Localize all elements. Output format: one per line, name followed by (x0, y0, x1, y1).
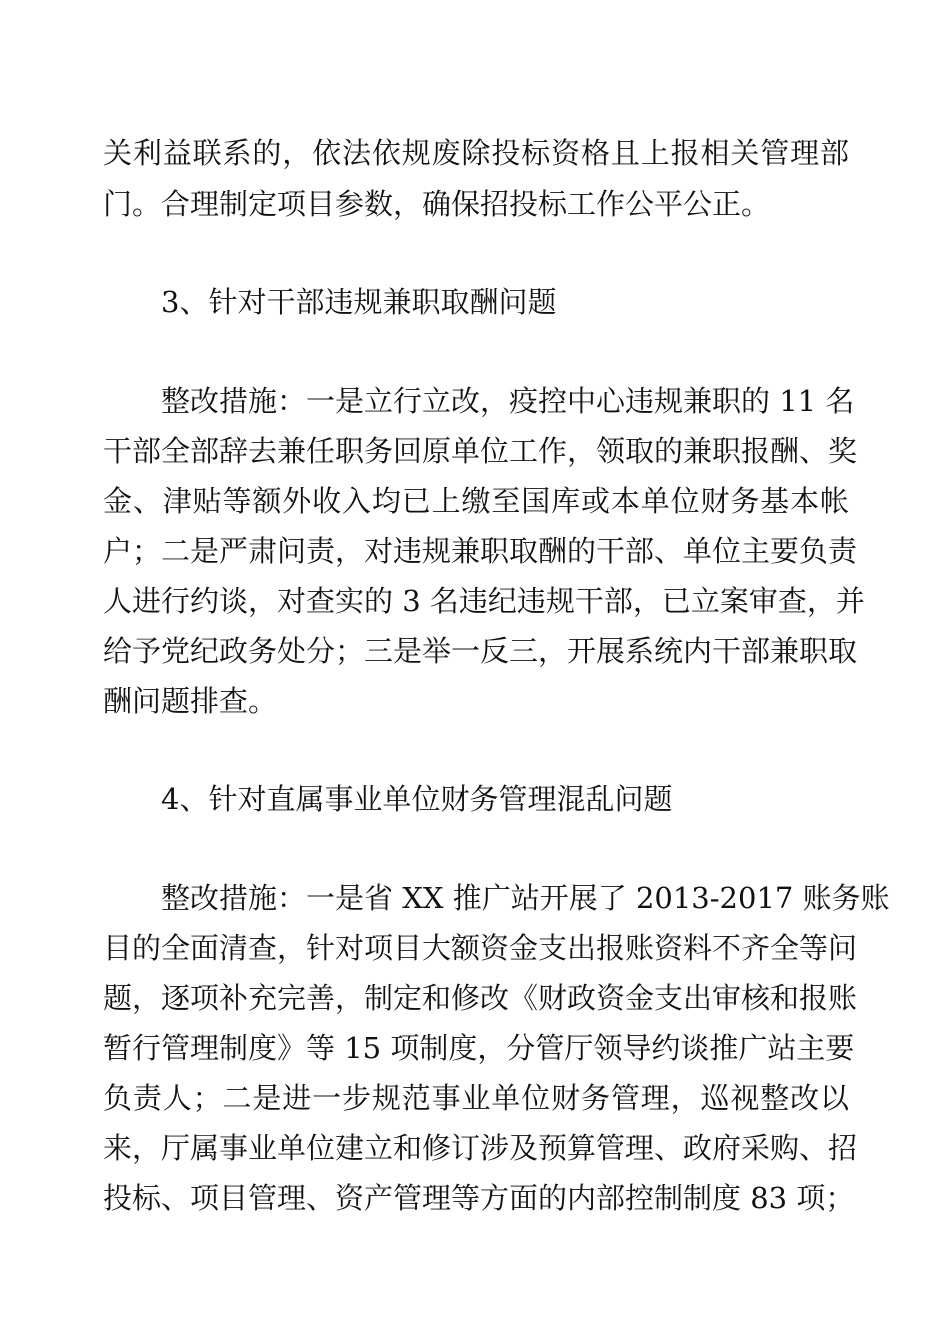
paragraph-line: 干部全部辞去兼任职务回原单位工作，领取的兼职报酬、奖 (103, 434, 858, 468)
paragraph-line: 题，逐项补充完善，制定和修改《财政资金支出审核和报账 (103, 981, 858, 1015)
paragraph-line: 关利益联系的，依法依规废除投标资格且上报相关管理部 (103, 136, 849, 170)
paragraph-line: 来，厅属事业单位建立和修订涉及预算管理、政府采购、招 (103, 1131, 858, 1165)
paragraph-line: 整改措施：一是立行立改，疫控中心违规兼职的 11 名 (161, 384, 855, 418)
paragraph-line: 人进行约谈，对查实的 3 名违纪违规干部，已立案审查，并 (103, 584, 865, 618)
paragraph-line: 负责人；二是进一步规范事业单位财务管理，巡视整改以 (103, 1081, 849, 1115)
paragraph-line: 投标、项目管理、资产管理等方面的内部控制制度 83 项； (103, 1181, 855, 1215)
paragraph-line: 暂行管理制度》等 15 项制度，分管厅领导约谈推广站主要 (103, 1031, 855, 1065)
paragraph-line: 门。合理制定项目参数，确保招投标工作公平公正。 (103, 187, 771, 221)
paragraph-line: 酬问题排查。 (103, 684, 278, 718)
paragraph-line: 给予党纪政务处分；三是举一反三，开展系统内干部兼职取 (103, 634, 858, 668)
paragraph-line: 金、津贴等额外收入均已上缴至国库或本单位财务基本帐 (103, 484, 849, 518)
paragraph-line: 目的全面清查，针对项目大额资金支出报账资料不齐全等问 (103, 931, 858, 965)
paragraph-line: 户；二是严肃问责，对违规兼职取酬的干部、单位主要负责 (103, 534, 858, 568)
section-heading-4: 4、针对直属事业单位财务管理混乱问题 (161, 782, 673, 816)
paragraph-line: 整改措施：一是省 XX 推广站开展了 2013-2017 账务账 (161, 881, 890, 915)
section-heading-3: 3、针对干部违规兼职取酬问题 (161, 285, 557, 319)
